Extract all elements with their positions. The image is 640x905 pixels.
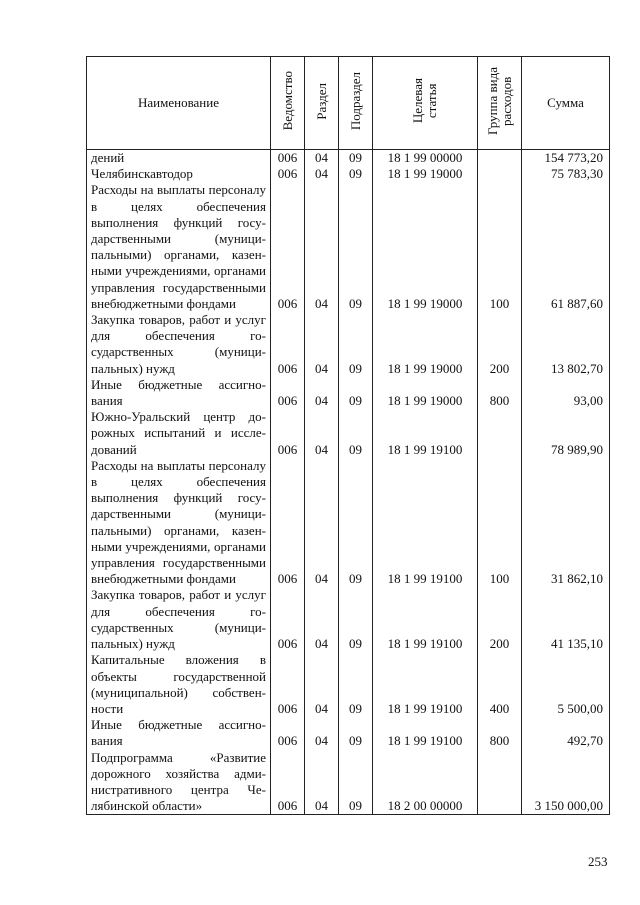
row-podrazdel: 09 <box>339 377 373 409</box>
row-vedomstvo: 006 <box>271 166 305 182</box>
row-summa: 13 802,70 <box>522 312 610 377</box>
row-razdel: 04 <box>305 312 339 377</box>
row-razdel: 04 <box>305 150 339 167</box>
table-header <box>87 57 610 150</box>
row-summa: 31 862,10 <box>522 458 610 588</box>
row-podrazdel: 09 <box>339 750 373 815</box>
table-row <box>87 182 610 312</box>
budget-table <box>86 56 610 815</box>
row-summa: 41 135,10 <box>522 587 610 652</box>
row-name: Иные бюджетные ассигнования <box>87 377 271 409</box>
row-name: Расходы на выплаты персоналу в целях обеспечения выполнения функций государственными (муниципальными) органами, казенными учреждениями, органами управления государственными внебюджетными фондами <box>87 182 271 312</box>
row-summa: 154 773,20 <box>522 150 610 167</box>
row-razdel: 04 <box>305 717 339 749</box>
row-vedomstvo: 006 <box>271 652 305 717</box>
col-header-celevaya <box>373 57 478 150</box>
row-vedomstvo: 006 <box>271 312 305 377</box>
row-celevaya: 18 1 99 19100 <box>373 458 478 588</box>
row-gruppa: 100 <box>478 182 522 312</box>
row-razdel: 04 <box>305 166 339 182</box>
row-podrazdel: 09 <box>339 166 373 182</box>
row-celevaya: 18 1 99 19000 <box>373 182 478 312</box>
row-celevaya: 18 1 99 19100 <box>373 652 478 717</box>
table-row <box>87 717 610 749</box>
row-razdel: 04 <box>305 587 339 652</box>
table-row <box>87 166 610 182</box>
col-header-celevaya-label: Целевая статья <box>410 78 439 124</box>
row-celevaya: 18 1 99 19000 <box>373 377 478 409</box>
row-celevaya: 18 1 99 19000 <box>373 312 478 377</box>
row-razdel: 04 <box>305 652 339 717</box>
table-row <box>87 587 610 652</box>
row-name: Иные бюджетные ассигнования <box>87 717 271 749</box>
col-header-gruppa <box>478 57 522 150</box>
row-gruppa: 200 <box>478 587 522 652</box>
row-gruppa <box>478 166 522 182</box>
row-celevaya: 18 1 99 19100 <box>373 587 478 652</box>
col-header-vedomstvo <box>271 57 305 150</box>
row-summa: 61 887,60 <box>522 182 610 312</box>
row-name: Расходы на выплаты персоналу в целях обеспечения выполнения функций государственными (муниципальными) органами, казенными учреждениями, органами управления государственными внебюджетными фондами <box>87 458 271 588</box>
row-summa: 75 783,30 <box>522 166 610 182</box>
row-summa: 78 989,90 <box>522 409 610 458</box>
row-celevaya: 18 1 99 19100 <box>373 717 478 749</box>
row-gruppa: 100 <box>478 458 522 588</box>
row-podrazdel: 09 <box>339 150 373 167</box>
table-row <box>87 377 610 409</box>
row-name: Южно-Уральский центр дорожных испытаний и исследований <box>87 409 271 458</box>
table-row <box>87 652 610 717</box>
row-gruppa <box>478 750 522 815</box>
row-summa: 5 500,00 <box>522 652 610 717</box>
row-podrazdel: 09 <box>339 717 373 749</box>
row-summa: 93,00 <box>522 377 610 409</box>
table-row <box>87 312 610 377</box>
row-name: Закупка товаров, работ и услуг для обеспечения государственных (муниципальных) нужд <box>87 312 271 377</box>
row-name: Подпрограмма «Развитие дорожного хозяйства административного центра Челябинской области» <box>87 750 271 815</box>
table-row <box>87 458 610 588</box>
row-vedomstvo: 006 <box>271 587 305 652</box>
row-podrazdel: 09 <box>339 587 373 652</box>
row-gruppa: 800 <box>478 377 522 409</box>
row-celevaya: 18 1 99 19000 <box>373 166 478 182</box>
col-header-podrazdel <box>339 57 373 150</box>
table-body <box>87 150 610 815</box>
row-gruppa: 400 <box>478 652 522 717</box>
row-razdel: 04 <box>305 182 339 312</box>
col-header-podrazdel-label: Подраздел <box>347 71 363 130</box>
row-razdel: 04 <box>305 750 339 815</box>
row-vedomstvo: 006 <box>271 182 305 312</box>
table-row <box>87 409 610 458</box>
row-gruppa <box>478 409 522 458</box>
row-celevaya: 18 1 99 19100 <box>373 409 478 458</box>
table-row <box>87 750 610 815</box>
row-gruppa: 800 <box>478 717 522 749</box>
row-vedomstvo: 006 <box>271 750 305 815</box>
row-podrazdel: 09 <box>339 312 373 377</box>
col-header-gruppa-label: Группа вида расходов <box>484 66 514 135</box>
row-gruppa: 200 <box>478 312 522 377</box>
row-name: Закупка товаров, работ и услуг для обеспечения государственных (муниципальных) нужд <box>87 587 271 652</box>
col-header-vedomstvo-label: Ведомство <box>279 71 295 131</box>
row-summa: 492,70 <box>522 717 610 749</box>
row-vedomstvo: 006 <box>271 377 305 409</box>
row-summa: 3 150 000,00 <box>522 750 610 815</box>
row-podrazdel: 09 <box>339 458 373 588</box>
row-podrazdel: 09 <box>339 409 373 458</box>
col-header-name: Наименование <box>87 57 271 150</box>
row-razdel: 04 <box>305 458 339 588</box>
row-vedomstvo: 006 <box>271 150 305 167</box>
row-vedomstvo: 006 <box>271 717 305 749</box>
row-name: Капитальные вложения в объекты государственной (муниципальной) собственности <box>87 652 271 717</box>
row-vedomstvo: 006 <box>271 458 305 588</box>
row-podrazdel: 09 <box>339 652 373 717</box>
row-name: дений <box>87 150 271 167</box>
row-celevaya: 18 1 99 00000 <box>373 150 478 167</box>
row-razdel: 04 <box>305 409 339 458</box>
row-razdel: 04 <box>305 377 339 409</box>
row-name: Челябинскавтодор <box>87 166 271 182</box>
col-header-summa: Сумма <box>522 57 610 150</box>
row-celevaya: 18 2 00 00000 <box>373 750 478 815</box>
row-vedomstvo: 006 <box>271 409 305 458</box>
row-gruppa <box>478 150 522 167</box>
row-podrazdel: 09 <box>339 182 373 312</box>
col-header-razdel <box>305 57 339 150</box>
table-row <box>87 150 610 167</box>
page-number: 253 <box>588 854 608 869</box>
col-header-razdel-label: Раздел <box>313 82 329 120</box>
